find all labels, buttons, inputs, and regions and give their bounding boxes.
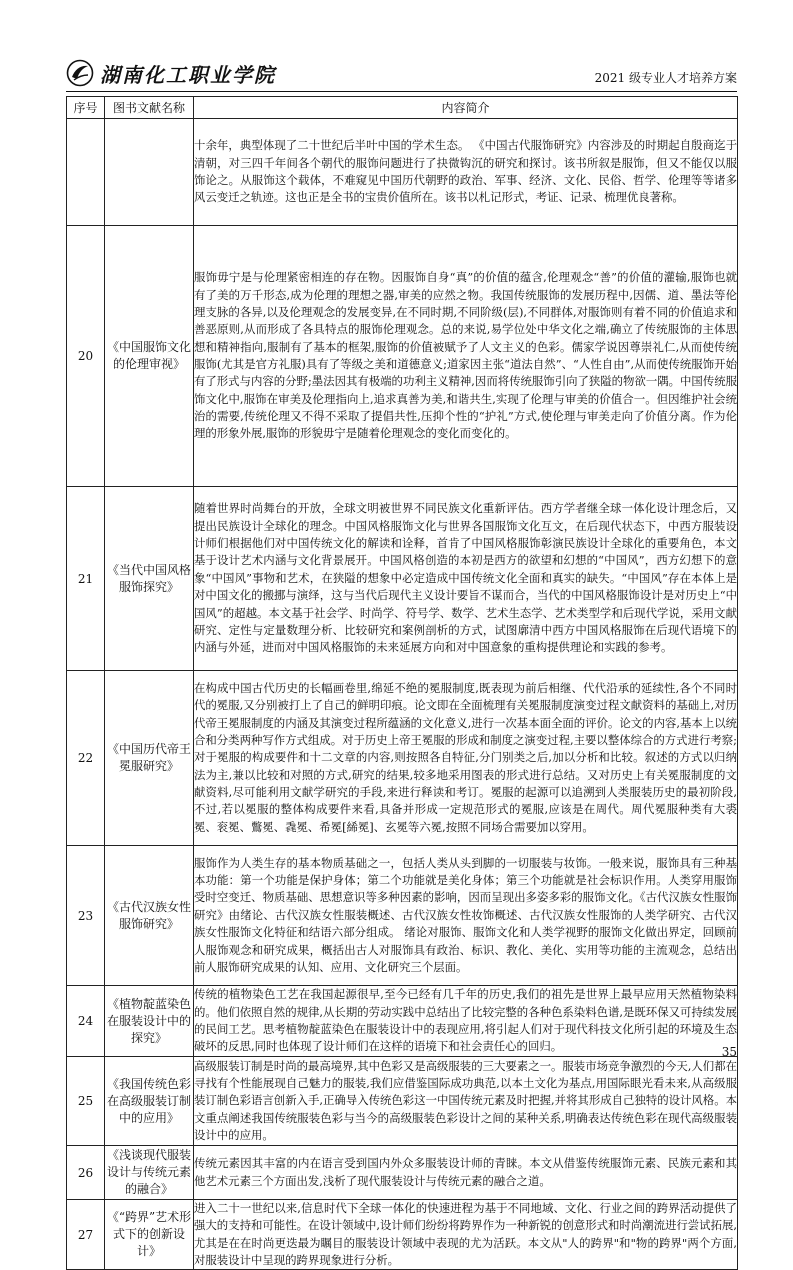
row-number [67, 119, 105, 226]
doc-title: 2021 级专业人才培养方案 [594, 71, 737, 85]
row-number: 25 [67, 1057, 105, 1146]
table-row [67, 1146, 738, 1200]
book-summary: 进入二十一世纪以来,信息时代下全球一体化的快速进程为基于不同地域、文化、行业之间的跨界活动提供了强大的支持和可能性。在设计领域中,设计师们纷纷将跨界作为一种新锐的创意形式和时尚潮流进行尝试拓展,尤其是在在时尚更迭最为瞩目的服装设计领域中表现的尤为活跃。本文从"人的跨界"和"物的跨界"两个方面,对服装设计中呈现的跨界现象进行分析。 [194, 1200, 738, 1270]
table-row [67, 986, 738, 1057]
header-divider [66, 91, 737, 92]
page-header [66, 58, 737, 90]
book-summary: 传统元素因其丰富的内在语言受到国内外众多服装设计师的青睐。本文从借鉴传统服饰元素、民族元素和其他艺术元素三个方面出发,浅析了现代服装设计与传统元素的融合之道。 [194, 1146, 738, 1200]
table-row [67, 226, 738, 487]
row-number: 22 [67, 671, 105, 846]
book-title: 《中国服饰文化的伦理审视》 [105, 226, 194, 487]
school-logo [66, 58, 276, 88]
book-title: 《植物靛蓝染色在服装设计中的探究》 [105, 986, 194, 1057]
row-number: 27 [67, 1200, 105, 1270]
book-title: 《当代中国风格服饰探究》 [105, 487, 194, 671]
table-row [67, 1200, 738, 1270]
school-logo-emblem [66, 59, 94, 87]
row-number: 26 [67, 1146, 105, 1200]
book-summary: 在构成中国古代历史的长幅画卷里,绵延不绝的冕服制度,既表现为前后相继、代代沿承的延续性,各个不同时代的冕服,又分别被打上了自己的鲜明印痕。论文即在全面梳理有关冕服制度演变过程文献资料的基础上,对历代帝王冕服制度的内涵及其演变过程所蕴涵的文化意义,进行一次基本面全面的评价。论文的内容,基本上以统合和分类两种写作方式组成。对于历史上帝王冕服的形成和制度之演变过程,主要以整体综合的方式进行考察;对于冕服的构成要件和十二文章的内容,则按照各自特征,分门别类之后,加以分析和比较。叙述的方式以归纳法为主,兼以比较和对照的方式,研究的结果,较多地采用图表的形式进行总结。又对历史上有关冕服制度的文献资料,尽可能利用文献学研究的手段,来进行释读和考订。冕服的起源可以追溯到人类服装历史的最初阶段,不过,若以冕服的整体构成要件来看,具备并形成一定规范形式的冕服,应该是在周代。周代冕服种类有大裘冕、衮冕、鷩冕、毳冕、希冕[絺冕]、玄冕等六冕,按照不同场合需要加以穿用。 [194, 671, 738, 846]
book-title: 《我国传统色彩在高级服装订制中的应用》 [105, 1057, 194, 1146]
row-number: 23 [67, 846, 105, 986]
book-summary: 随着世界时尚舞台的开放，全球文明被世界不同民族文化重新评估。西方学者继全球一体化设计理念后，又提出民族设计全球化的理念。中国风格服饰文化与世界各国服饰文化互文，在后现代状态下，中西方服装设计师们根据他们对中国传统文化的解读和诠释，首肯了中国风格服饰彰演民族设计全球化的重要角色，本文基于设计艺术内涵与文化背景展开。中国风格创造的本初是西方的欲望和幻想的“中国风”，西方幻想下的意象“中国风”事物和艺术，在狭隘的想象中必定造成中国传统文化全面和真实的缺失。“中国风”存在本体上是对中国文化的搬挪与演绎，这与当代后现代主义设计要旨不谋而合，当代的中国风格服饰设计是对历史上“中国风”的超越。本文基于社会学、时尚学、符号学、数学、艺术生态学、艺术类型学和后现代学说，采用文献研究、定性与定量数理分析、比较研究和案例剖析的方式，试图廓清中西方中国风格服饰在后现代语境下的内涵与外延，进而对中国风格服饰的未来延展方向和对中国意象的重构提供理论和实践的参考。 [194, 487, 738, 671]
book-title: 《中国历代帝王冕服研究》 [105, 671, 194, 846]
row-number: 21 [67, 487, 105, 671]
book-list-table [66, 96, 738, 1270]
book-summary: 高级服装订制是时尚的最高境界,其中色彩又是高级服装的三大要素之一。服装市场竞争激烈的今天,人们都在寻找有个性能展现自己魅力的服装,我们应借鉴国际成功典范,以本土文化为基点,用国际眼光看未来,从高级服装订制色彩语言创新入手,正确导入传统色彩这一中国传统元素及时把握,并将其形成自己独特的设计风格。本文重点阐述我国传统服装色彩与当今的高级服装色彩设计之间的某种关系,明确表达传统色彩在现代高级服装设计中的应用。 [194, 1057, 738, 1146]
page-number: 35 [721, 1045, 737, 1059]
book-title: 《浅谈现代服装设计与传统元素的融合》 [105, 1146, 194, 1200]
book-summary: 服饰毋宁是与伦理紧密相连的存在物。因服饰自身“真”的价值的蕴含,伦理观念“善”的价值的灌输,服饰也就有了美的万千形态,成为伦理的理想之器,审美的应然之物。我国传统服饰的发展历程中,因儒、道、墨法等伦理支脉的各异,以及伦理观念的发展变异,在不同时期,不同阶级(层),不同群体,对服饰则有着不同的价值追求和善恶原则,从而形成了各具特点的服饰伦理观念。总的来说,易学位处中华文化之端,确立了传统服饰的主体思想和精神指向,服制有了基本的框架,服饰的价值被赋予了人文主义的色彩。儒家学说因尊崇礼仁,从而使传统服饰(尤其是官方礼服)具有了等级之美和道德意义;道家因主张“道法自然”、“人性自由”,从而使传统服饰开始有了形式与内容的分野;墨法因其有极端的功利主义精神,因而将传统服饰引向了狭隘的物欲一隅。中国传统服饰文化中,服饰在审美及伦理指向上,追求真善为美,和谐共生,实现了伦理与审美的价值合一。但因维护社会统治的需要,传统伦理又不得不采取了提倡共性,压抑个性的“护礼”方式,使伦理与审美走向了价值分离。作为伦理的形象外展,服饰的形貌毋宁是随着伦理观念的变化而变化的。 [194, 226, 738, 487]
column-header-num: 序号 [67, 97, 105, 119]
book-summary: 服饰作为人类生存的基本物质基础之一，包括人类从头到脚的一切服装与妆饰。一般来说，服饰具有三种基本功能：第一个功能是保护身体；第二个功能就是美化身体；第三个功能就是社会标识作用。人类穿用服饰受时空变迁、物质基础、思想意识等多种因素的影响，因而呈现出多姿多彩的服饰文化。《古代汉族女性服饰研究》由绪论、古代汉族女性服装概述、古代汉族女性妆饰概述、古代汉族女性服饰的人类学研究、古代汉族女性服饰文化特征和结语六部分组成。 绪论对服饰、服饰文化和人类学视野的服饰文化做出界定，回顾前人服饰观念和研究成果，概括出古人对服饰具有政治、标识、教化、美化、实用等功能的主流观念，总结出前人服饰研究成果的认知、应用、文化研究三个层面。 [194, 846, 738, 986]
row-number: 24 [67, 986, 105, 1057]
table-row [67, 671, 738, 846]
book-summary: 传统的植物染色工艺在我国起源很早,至今已经有几千年的历史,我们的祖先是世界上最早应用天然植物染料的。他们依照自然的规律,从长期的劳动实践中总结出了比较完整的各种色系染料色谱,是既环保又可持续发展的民间工艺。思考植物靛蓝染色在服装设计中的表现应用,将引起人们对于现代科技文化所引起的环境及生态破坏的反思,同时也体现了设计师们在这样的语境下和社会责任心的回归。 [194, 986, 738, 1057]
column-header-title: 图书文献名称 [105, 97, 194, 119]
book-summary: 十余年，典型体现了二十世纪后半叶中国的学术生态。 《中国古代服饰研究》内容涉及的时期起自殷商迄于清朝，对三四千年间各个朝代的服饰问题进行了抉微钩沉的研究和探讨。该书所叙是服饰，但又不能仅以服饰论之。从服饰这个载体，不难窥见中国历代朝野的政治、军事、经济、文化、民俗、哲学、伦理等等诸多风云变迁之轨迹。这也正是全书的宝贵价值所在。该书以札记形式，考证、记录、梳理优良著称。 [194, 119, 738, 226]
table-row [67, 846, 738, 986]
row-number: 20 [67, 226, 105, 487]
table-row [67, 119, 738, 226]
book-title: 《古代汉族女性服饰研究》 [105, 846, 194, 986]
table-row [67, 1057, 738, 1146]
column-header-content: 内容简介 [194, 97, 738, 119]
table-header-row [67, 97, 738, 119]
school-name: 湖南化工职业学院 [100, 62, 276, 87]
book-title [105, 119, 194, 226]
table-row [67, 487, 738, 671]
book-title: 《“跨界”艺术形式下的创新设计》 [105, 1200, 194, 1270]
